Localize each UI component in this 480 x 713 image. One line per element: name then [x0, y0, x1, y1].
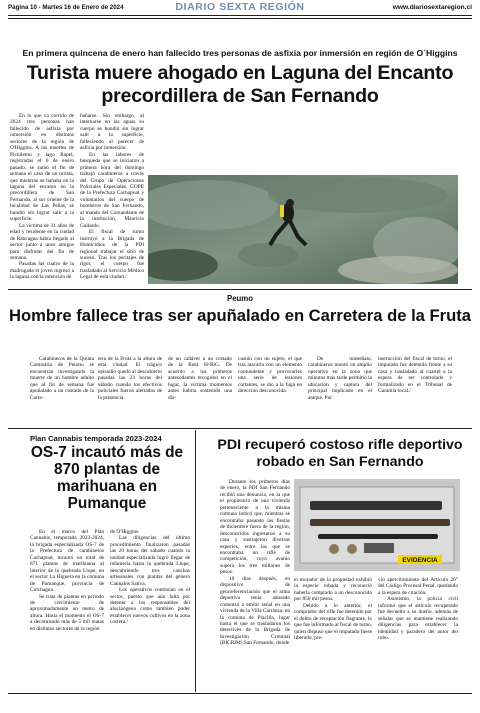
story2-column-4 [238, 356, 302, 420]
story3-paragraph: Los operativos continúan en el sector, puesto que aún falta por detener a los responsables del alucinógeno como también poder establecer nuevos cultivos en la zona costera./ [110, 587, 190, 626]
story4-paragraph: Durante los primeros días de enero, la PDI San Fernando recibió una denuncia, en la que el propietario de una vivienda perteneciente a la misma comuna indicó que, mientras se encontraba pasando las fiestas de diciembre fuera de la región, desconocidos ingresaron a su casa y sustrajeron diversas especies, entre las que se encontraba un rifle de competición, cuyo avalúo supera los tres millones de pesos. [220, 479, 290, 576]
section-divider [8, 428, 472, 429]
header-rule-thin [8, 18, 472, 19]
story3-headline: OS-7 incautó más de 870 plantas de marihuana en Pumanque [30, 444, 184, 512]
story4-paragraph: 10 días después, en dispositivo de georreferenciación que el arma deportiva tenía adosado comenzó a emitir señal en una vivienda de la Villa Carranza, en la comuna de Placilla, lugar hasta el que se trasladaron los detectives de la Brigada de Investigación Criminal (BICRIM) San Fernando, donde [220, 575, 290, 647]
story2-paragraph: de un cadáver a un costado de la Ruta H-66G. De acuerdo a los primeros antecedentes recogidos en el lugar, la víctima momentos antes habría sostenido una dis- [168, 356, 232, 401]
story2-column-1 [30, 356, 94, 420]
story3-paragraph: de O'Higgins. [110, 529, 140, 535]
story2-paragraph: instrucción del fiscal de turno, el imputado fue detenido frente a su casa y trasladado al cuartel a la espera de ser controlado y formalizado en el Tribunal de Garantía local./ [378, 356, 452, 395]
story2-column-5 [308, 356, 372, 420]
story4-column-3 [378, 577, 458, 691]
story1-paragraph: En las labores de búsqueda que se iniciaron a primera hora del domingo trabajó carabineros a través del Grupo de Operaciones Policiales Especiales, GOPE de la Prefectura Cachapoal y voluntarios del cuerpo de bomberos de San Fernando, al mando del Comandante de la institución, Mauricio Gallardo. [80, 151, 144, 229]
story1-headline: Turista muere ahogado en Laguna del Encanto precordillera de San Fernando [26, 62, 454, 107]
column-divider [195, 430, 196, 692]
story1-column-1 [10, 113, 74, 283]
story4-paragraph: el morador de la propiedad exhibió la especie robada y reconoció haberla comprado a un desconocido por 850 mil pesos. [294, 577, 372, 603]
section-divider [8, 289, 472, 290]
masthead: DIARIO SEXTA REGIÓN [175, 1, 305, 13]
story3-paragraph: Las diligencias del último procedimiento finalizaron pasadas las 20 horas del sábado cuando la unidad especializada logró llegar de infantería hasta la quebrada Llope, descubriendo tres canchas artesanales con plantas del género Cannabis Sativa. [110, 535, 190, 587]
story1-paragraph: En lo que va corrido de 2024 tres personas han fallecido de asfixia por inmersión en distintos sectores de la región de O'Higgins. A las muertes de Pichilemu y lago Rapel, registradas el 6 de enero pasado, se sumó el fin de semana el caso de un turista, que mientras se bañaba en la laguna del encanto en la precordillera de San Fernando, al sur oriente de la localidad de Las Peñas, se hundió sin lograr salir a la superficie. [10, 113, 74, 223]
story2-column-2 [98, 356, 162, 420]
story4-paragraph: vio apercibimiento del Artículo 26° del Código Procesal Penal, quedando a la espera de citación. [378, 577, 458, 596]
story4-column-2 [294, 577, 372, 691]
website-link[interactable]: www.diariosextaregion.cl [392, 4, 472, 11]
story1-paragraph: La víctima de 31 años de edad y residente en la ciudad de Rancagua había llegado al sector junto a unos amigos para disfrutar del fin de semana. [10, 222, 74, 261]
story2-column-6 [378, 356, 452, 420]
story3-paragraph: Se trata de plantas en periodo de crecimiento de aproximadamente un metro de altura. Hasta el momento el OS-7 a decomisado más de 5 mil matas en distintos sectores de la región [30, 593, 104, 632]
story4-column-1 [220, 479, 290, 691]
story1-kicker: En primera quincena de enero han fallecido tres personas de asfixia por inmersión en región de O´Higgins [22, 48, 458, 58]
story1-paragraph: El fiscal de turno instruyó a la Brigada de Homicidios de la PDI regional trabajar el sitio de suceso. Tras los peritajes de rigor, el cuerpo fue trasladado al Servicio Médico Legal de esta ciudad./ [80, 229, 144, 281]
story3-paragraph: En el marco del Plan Cannabis, temporada 2023-2024, la brigada especializada OS-7 de la Prefectura de carabineros Cachapoal, incautó un total de 871 plantas de marihuana al interior de la quebrada Llope, en el sector La Higuera en la comuna de Pumanque, provincia de Colchagua. [30, 529, 104, 594]
story2-paragraph: De inmediato, carabineros montó un amplio operativo en la zona que minutos más tarde permitió la ubicación y captura del principal implicado en el ataque. Por [308, 356, 372, 401]
story3-column-1 [30, 529, 104, 689]
story1-column-3 [150, 113, 214, 173]
lagoon-diver-photo [148, 175, 458, 284]
story4-headline: PDI recuperó costoso rifle deportivo robado en San Fernando [217, 437, 463, 470]
story3-kicker: Plan Cannabis temporada 2023-2024 [30, 434, 162, 443]
story3-column-2 [110, 529, 190, 689]
story2-column-3 [168, 356, 232, 420]
recovered-rifle-photo [294, 479, 460, 571]
evidence-label: EVIDENCIA [402, 557, 438, 564]
story2-paragraph: Carabineros de la Quinta Comisaría de Peumo se encuentran investigando la muerte de un hombre adulto que al fin de semana fue apuñalado a un costado de la Carre- [30, 356, 94, 401]
story4-paragraph: Asimismo, la policía civil informó que el artículo recuperado fue devuelto a su dueño, además de señalar que se mantiene realizando diligencias para establecer la identidad y paradero del autor del robo. [378, 596, 458, 642]
story4-paragraph: Debido a lo anterior, el comprador del rifle fue detenido por el delito de receptación flagrante, lo que fue informado al fiscal de turno, quien dispuso que el imputado fuese liberado, pre- [294, 602, 372, 642]
footer-rule [8, 693, 472, 694]
story1-column-2 [80, 113, 144, 283]
story2-paragraph: tera de la Fruta a la altura de esta ciudad. El trágico episodio quedó al descubierto pasadas las 23 horas del sábado cuando los efectivos policiales fueron alertados de la presencia [98, 356, 162, 401]
page-date: Página 10 - Martes 16 de Enero de 2024 [8, 4, 124, 11]
story1-paragraph: bañarse. Sin embargo, al internarse en las aguas su cuerpo se hundió sin lograr salir a la superficie, falleciendo al parecer de asfixia por inmersión. [80, 113, 144, 152]
story1-paragraph: Pasadas las cuatro de la madrugada el joven ingresó a la laguna con la intención de [10, 261, 74, 281]
header-rule [8, 15, 472, 16]
story2-paragraph: cusión con un sujeto, el que tras atacarlo con un elemento contundente y provocarles una serie de lesiones cortantes, se dio a la fuga en dirección desconocida. [238, 356, 302, 395]
story2-kicker: Peumo [227, 294, 253, 303]
story2-headline: Hombre fallece tras ser apuñalado en Carretera de la Fruta [8, 306, 472, 325]
